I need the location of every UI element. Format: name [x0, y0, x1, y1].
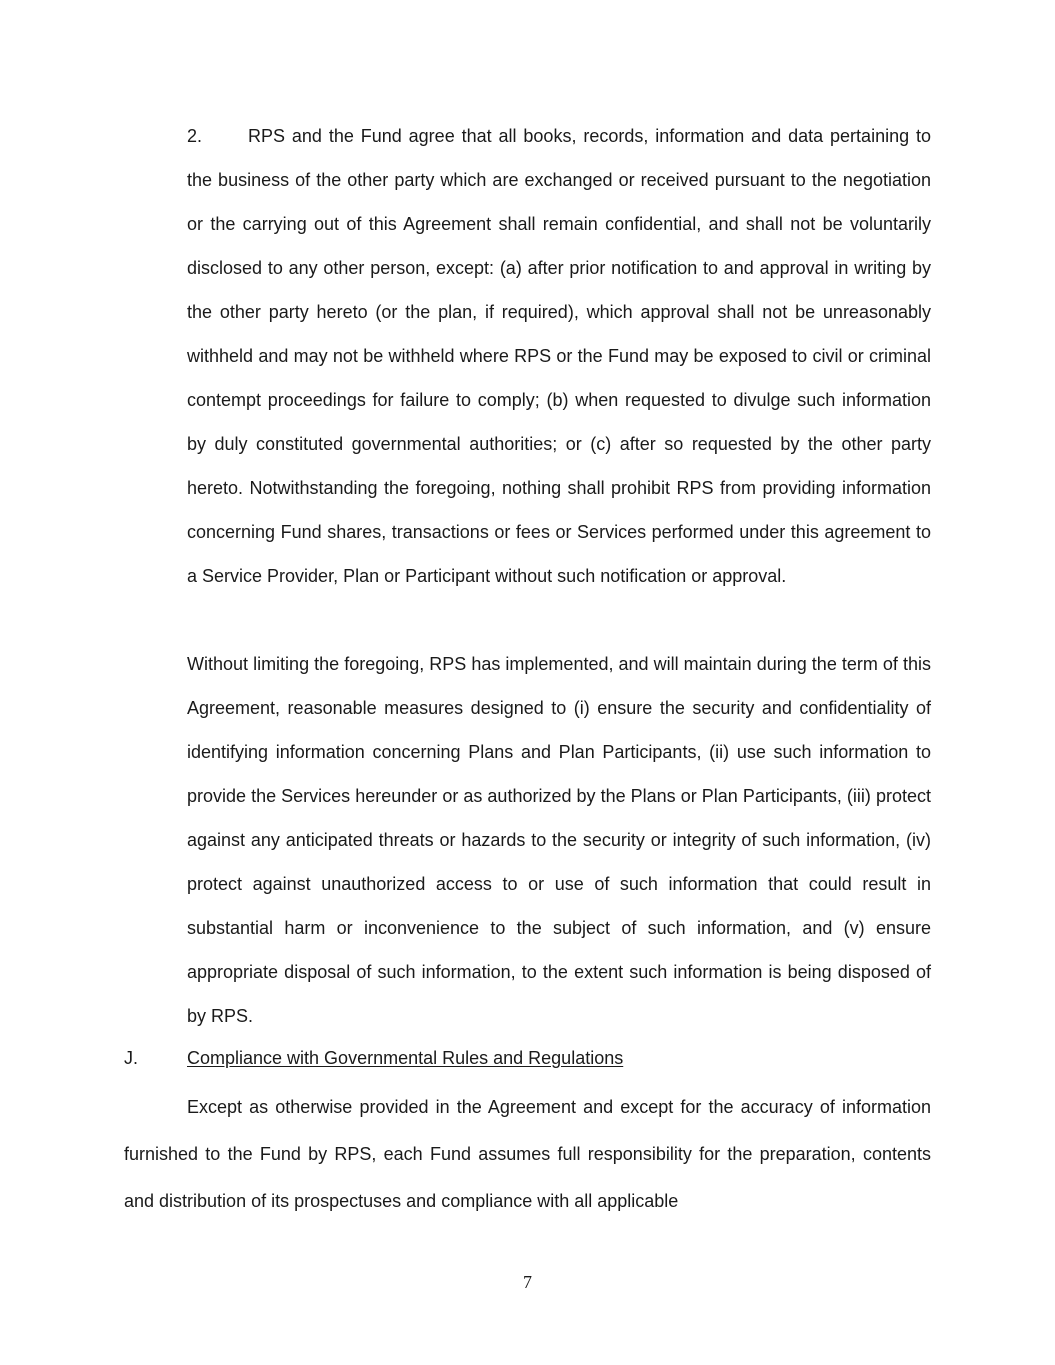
security-paragraph: Without limiting the foregoing, RPS has implemented, and will maintain during the term of this Agreement, reasonable measures designed to (i) ensure the security and confidentiality of identifying information concerning Plans and Plan Participants, (ii) use such information to provide the Services hereunder or as authorized by the Plans or Plan Participants, (iii) protect against any anticipated threats or hazards to the security or integrity of such information, (iv) protect against unauthorized access to or use of such information that could result in substantial harm or inconvenience to the subject of such information, and (v) ensure appropriate disposal of such information, to the extent such information is being disposed of by RPS. [187, 654, 931, 1026]
section-j-title: Compliance with Governmental Rules and Regulations [187, 1048, 624, 1068]
section-2-text: RPS and the Fund agree that all books, records, information and data pertaining to the business of the other party which are exchanged or received pursuant to the negotiation or the carrying out of this Agreement shall remain confidential, and shall not be voluntarily disclosed to any other person, except: (a) after prior notification to and approval in writing by the other party hereto (or the plan, if required), which approval shall not be unreasonably withheld and may not be withheld where RPS or the Fund may be exposed to civil or criminal contempt proceedings for failure to comply; (b) when requested to divulge such information by duly constituted governmental authorities; or (c) after so requested by the other party hereto. Notwithstanding the foregoing, nothing shall prohibit RPS from providing information concerning Fund shares, transactions or fees or Services performed under this agreement to a Service Provider, Plan or Participant without such notification or approval. [187, 126, 931, 586]
section-j-letter: J. [124, 1048, 139, 1068]
section-2-number: 2. [187, 126, 203, 146]
section-2-paragraph [187, 114, 931, 598]
page-number: 7 [523, 1272, 532, 1292]
section-j-paragraph: Except as otherwise provided in the Agreement and except for the accuracy of information furnished to the Fund by RPS, each Fund assumes full responsibility for the preparation, contents and distribution of its prospectuses and compliance with all applicable [124, 1097, 931, 1211]
